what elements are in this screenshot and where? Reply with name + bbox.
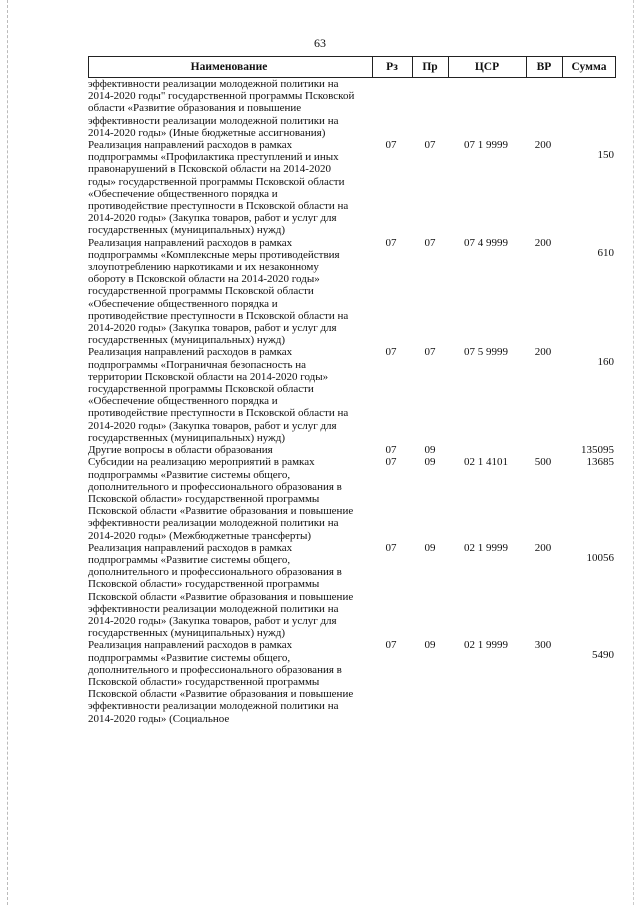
header-name: Наименование (190, 61, 268, 73)
row-sum: 135095 (581, 444, 614, 457)
row-name: Субсидии на реализацию мероприятий в рамках подпрограммы «Развитие системы общего, дополнительного и профессионального образования в Псковской области» государственной программы Псковской области «Развитие образования и повышение эффективности реализации молодежной политики на 2014-2020 годы» (Межбюджетные трансферты) (88, 456, 354, 542)
row-name: Другие вопросы в области образования (88, 444, 273, 457)
header-sum: Сумма (571, 61, 607, 73)
row-rz: 07 (385, 456, 397, 469)
row-sum: 610 (597, 246, 614, 259)
page-number: 63 (314, 36, 326, 50)
row-rz: 07 (385, 139, 397, 152)
table-row (88, 456, 616, 541)
header-pr: Пр (422, 61, 438, 73)
row-sum: 150 (597, 149, 614, 162)
row-sum: 5490 (592, 649, 614, 662)
row-pr: 07 (424, 346, 436, 359)
row-pr: 09 (424, 639, 436, 652)
budget-table (88, 56, 616, 725)
row-vr: 200 (534, 541, 552, 554)
row-csr: 02 1 4101 (464, 456, 508, 469)
row-pr: 09 (424, 541, 436, 554)
row-sum: 10056 (586, 551, 614, 564)
row-vr: 300 (534, 639, 552, 652)
row-csr: 07 4 9999 (464, 236, 508, 249)
row-vr: 200 (534, 236, 552, 249)
row-name: Реализация направлений расходов в рамках подпрограммы «Профилактика преступлений и иных правонарушений в Псковской области на 2014-2020 годы» государственной программы Псковской области «Обеспечение общественного порядка и противодействие преступности в Псковской области на 2014-2020 годы» (Закупка товаров, работ и услуг для государственных (муниципальных) нужд) (88, 139, 349, 237)
left-scan-edge (7, 0, 8, 905)
row-name: эффективности реализации молодежной политики на 2014-2020 годы" государственной программы Псковской области «Развитие образования и повышение эффективности реализации молодежной политики на 2014-2020 годы» (Иные бюджетные ассигнования) (88, 78, 355, 139)
row-name: Реализация направлений расходов в рамках подпрограммы «Комплексные меры противодействия злоупотреблению наркотиками и их незаконному обороту в Псковской области на 2014-2020 годы» государственной программы Псковской области «Обеспечение общественного порядка и противодействие преступности в Псковской области на 2014-2020 годы» (Закупка товаров, работ и услуг для государственных (муниципальных) нужд) (88, 236, 349, 347)
row-sum: 160 (597, 356, 614, 369)
table-row (88, 639, 616, 724)
header-csr: ЦСР (474, 61, 500, 73)
row-pr: 09 (424, 456, 436, 469)
table-row (88, 139, 616, 237)
right-scan-edge (633, 0, 634, 905)
table-row (88, 346, 616, 444)
table-header (88, 56, 616, 78)
row-rz: 07 (385, 236, 397, 249)
row-rz: 07 (385, 639, 397, 652)
row-rz: 07 (385, 346, 397, 359)
row-pr: 07 (424, 236, 436, 249)
row-csr: 07 1 9999 (464, 139, 508, 152)
table-row (88, 78, 616, 139)
row-vr: 200 (534, 346, 552, 359)
row-sum: 13685 (586, 456, 614, 469)
row-name: Реализация направлений расходов в рамках подпрограммы «Развитие системы общего, дополнительного и профессионального образования в Псковской области» государственной программы Псковской области «Развитие образования и повышение эффективности реализации молодежной политики на 2014-2020 годы» (Закупка товаров, работ и услуг для государственных (муниципальных) нужд) (88, 541, 354, 640)
header-vr: ВР (536, 61, 552, 73)
row-vr: 200 (534, 139, 552, 152)
header-rz: Рз (386, 61, 398, 73)
row-rz: 07 (385, 444, 397, 457)
row-name: Реализация направлений расходов в рамках подпрограммы «Развитие системы общего, дополнительного и профессионального образования в Псковской области» государственной программы Псковской области «Развитие образования и повышение эффективности реализации молодежной политики на 2014-2020 годы» (Социальное (88, 639, 354, 725)
table-row (88, 542, 616, 640)
table-row (88, 237, 616, 347)
row-csr: 02 1 9999 (464, 639, 508, 652)
row-pr: 07 (424, 139, 436, 152)
row-csr: 07 5 9999 (464, 346, 508, 359)
row-pr: 09 (424, 444, 436, 457)
row-rz: 07 (385, 541, 397, 554)
row-csr: 02 1 9999 (464, 541, 508, 554)
table-row (88, 444, 616, 456)
row-name: Реализация направлений расходов в рамках подпрограммы «Пограничная безопасность на территории Псковской области на 2014-2020 годы» государственной программы Псковской области «Обеспечение общественного порядка и противодействие преступности в Псковской области на 2014-2020 годы» (Закупка товаров, работ и услуг для государственных (муниципальных) нужд) (88, 346, 349, 444)
row-vr: 500 (534, 456, 552, 469)
